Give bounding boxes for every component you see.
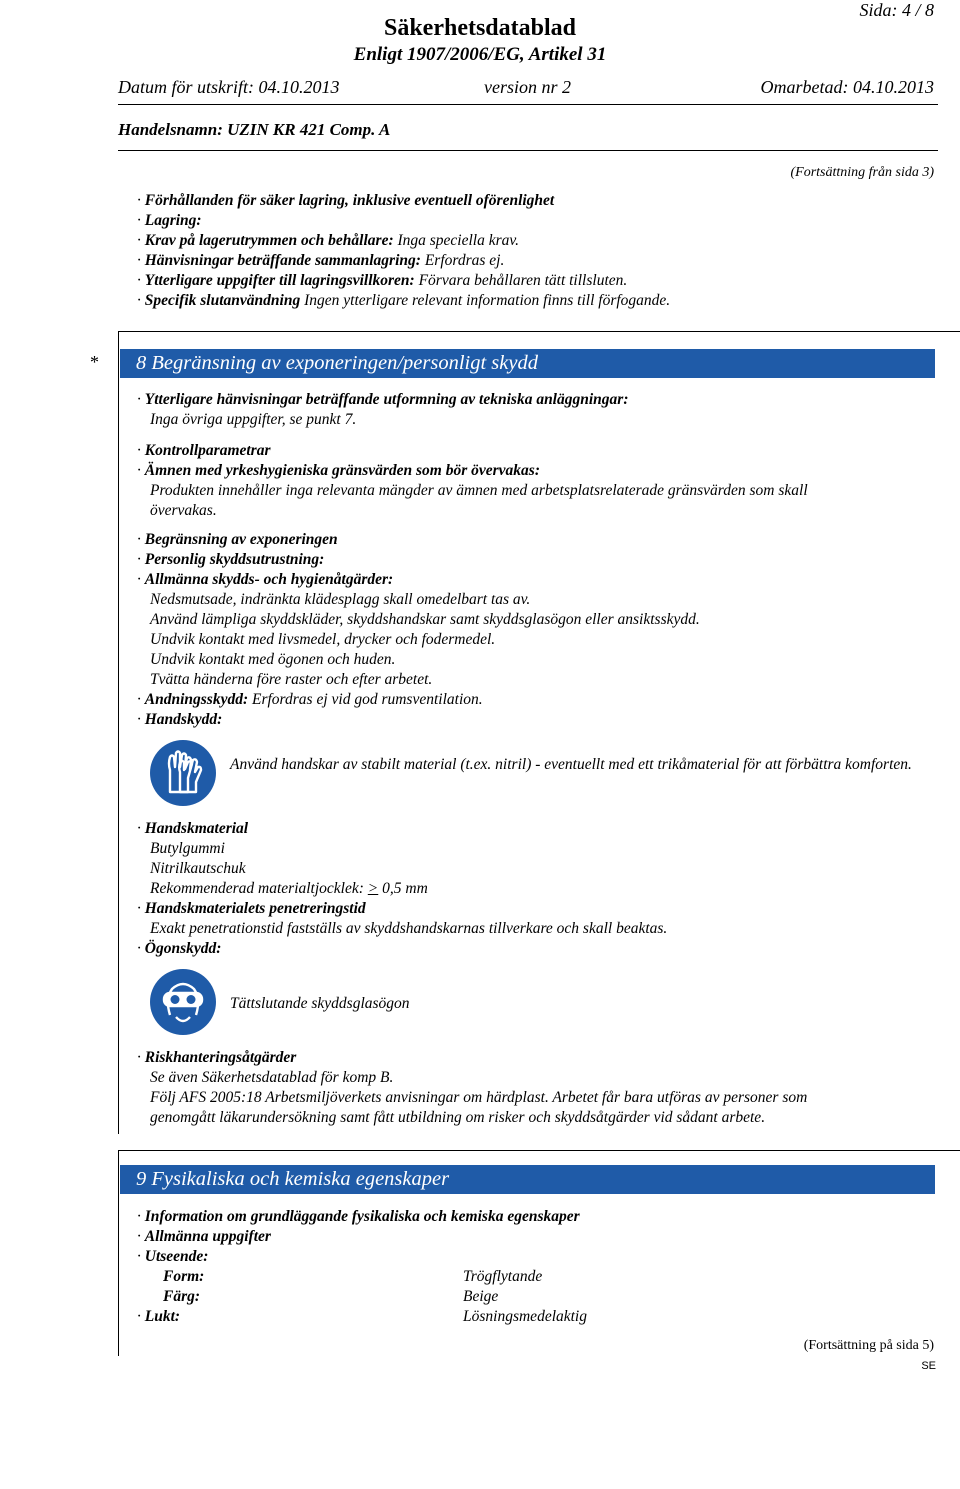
penetration-time: · Handskmaterialets penetreringstid	[137, 900, 366, 917]
penetration-time-value: Exakt penetrationstid fastställs av skyddshandskarnas tillverkare och skall beaktas.	[150, 920, 668, 937]
risk-management-value: Se även Säkerhetsdatablad för komp B.	[150, 1069, 394, 1086]
engineering-controls: · Ytterligare hänvisningar beträffande utformning av tekniska anläggningar:	[137, 391, 629, 408]
joint-storage: · Hänvisningar beträffande sammanlagring: Erfordras ej.	[137, 252, 505, 269]
trade-name: Handelsnamn: UZIN KR 421 Comp. A	[118, 120, 391, 139]
hygiene-item: Undvik kontakt med ögonen och huden.	[150, 651, 396, 668]
odor: · Lukt:	[137, 1308, 181, 1325]
goggles-icon	[150, 969, 216, 1035]
storage-requirements: · Krav på lagerutrymmen och behållare: Inga speciella krav.	[137, 232, 520, 249]
respiratory-protection: · Andningsskydd: Erfordras ej vid god rumsventilation.	[137, 691, 483, 708]
document-subtitle: Enligt 1907/2006/EG, Artikel 31	[353, 44, 607, 65]
continued-on: (Fortsättning på sida 5)	[803, 1338, 934, 1353]
hand-protection-text: Använd handskar av stabilt material (t.ex. nitril) - eventuellt med ett trikåmaterial för att förbättra komforten.	[230, 756, 912, 773]
risk-management-value: Följ AFS 2005:18 Arbetsmiljöverkets anvisningar om härdplast. Arbetet får bara utföras av personer som	[150, 1089, 808, 1106]
header-rule	[118, 104, 938, 105]
hygiene-measures: · Allmänna skydds- och hygienåtgärder:	[137, 571, 394, 588]
color-label: Färg:	[163, 1288, 201, 1305]
basic-properties-info: · Information om grundläggande fysikaliska och kemiska egenskaper	[137, 1208, 580, 1225]
form-value: Trögflytande	[463, 1268, 543, 1285]
hygiene-item: Undvik kontakt med livsmedel, drycker och fodermedel.	[150, 631, 496, 648]
material-thickness: Rekommenderad materialtjocklek: > 0,5 mm	[150, 880, 428, 897]
language-code: SE	[921, 1360, 936, 1372]
color-value: Beige	[463, 1288, 499, 1305]
print-date: Datum för utskrift: 04.10.2013	[118, 77, 340, 97]
control-parameters: · Kontrollparametrar	[137, 442, 271, 459]
document-title: Säkerhetsdatablad	[383, 15, 577, 41]
hygiene-item: Tvätta händerna före raster och efter arbetet.	[150, 671, 433, 688]
monitored-substances-value: Produkten innehåller inga relevanta mängder av ämnen med arbetsplatsrelaterade gränsvärden som skall	[150, 482, 808, 499]
exposure-controls: · Begränsning av exponeringen	[137, 531, 338, 548]
specific-end-use: · Specifik slutanvändning Ingen ytterligare relevant information finns till förfogande.	[137, 292, 671, 309]
form-label: Form:	[163, 1268, 205, 1285]
general-info: · Allmänna uppgifter	[137, 1228, 271, 1245]
revision-marker: *	[90, 352, 99, 372]
odor-value: Lösningsmedelaktig	[463, 1308, 587, 1325]
storage-conditions: · Förhållanden för säker lagring, inklusive eventuell oförenlighet	[137, 192, 555, 209]
monitored-substances-value-2: övervakas.	[150, 502, 217, 519]
section-9-heading: 9 Fysikaliska och kemiska egenskaper	[120, 1165, 935, 1194]
eye-protection: · Ögonskydd:	[137, 940, 222, 957]
appearance: · Utseende:	[137, 1248, 209, 1265]
hygiene-item: Använd lämpliga skyddskläder, skyddshandskar samt skyddsglasögon eller ansiktsskydd.	[150, 611, 700, 628]
further-storage-info: · Ytterligare uppgifter till lagringsvillkoren: Förvara behållaren tätt tillsluten.	[137, 272, 628, 289]
glove-material-item: Butylgummi	[150, 840, 225, 857]
ppe: · Personlig skyddsutrustning:	[137, 551, 325, 568]
glove-material-item: Nitrilkautschuk	[150, 860, 246, 877]
hand-protection: · Handskydd:	[137, 711, 223, 728]
eye-protection-text: Tättslutande skyddsglasögon	[230, 995, 410, 1012]
engineering-controls-value: Inga övriga uppgifter, se punkt 7.	[150, 411, 357, 428]
header-rule-bottom	[118, 150, 938, 151]
glove-material: · Handskmaterial	[137, 820, 249, 837]
continued-from: (Fortsättning från sida 3)	[790, 165, 934, 180]
version-number: version nr 2	[484, 77, 571, 97]
risk-management-value: genomgått läkarundersökning samt fått utbildning om risker och skyddsåtgärder vid sådant arbete.	[150, 1109, 766, 1126]
page-number: Sida: 4 / 8	[859, 0, 934, 20]
risk-management: · Riskhanteringsåtgärder	[137, 1049, 297, 1066]
section-8-heading: 8 Begränsning av exponeringen/personligt skydd	[120, 349, 935, 378]
hygiene-item: Nedsmutsade, indränkta klädesplagg skall omedelbart tas av.	[150, 591, 531, 608]
storage: · Lagring:	[137, 212, 202, 229]
monitored-substances: · Ämnen med yrkeshygieniska gränsvärden som bör övervakas:	[137, 462, 540, 479]
gloves-icon	[150, 740, 216, 806]
revision-date: Omarbetad: 04.10.2013	[760, 77, 934, 97]
